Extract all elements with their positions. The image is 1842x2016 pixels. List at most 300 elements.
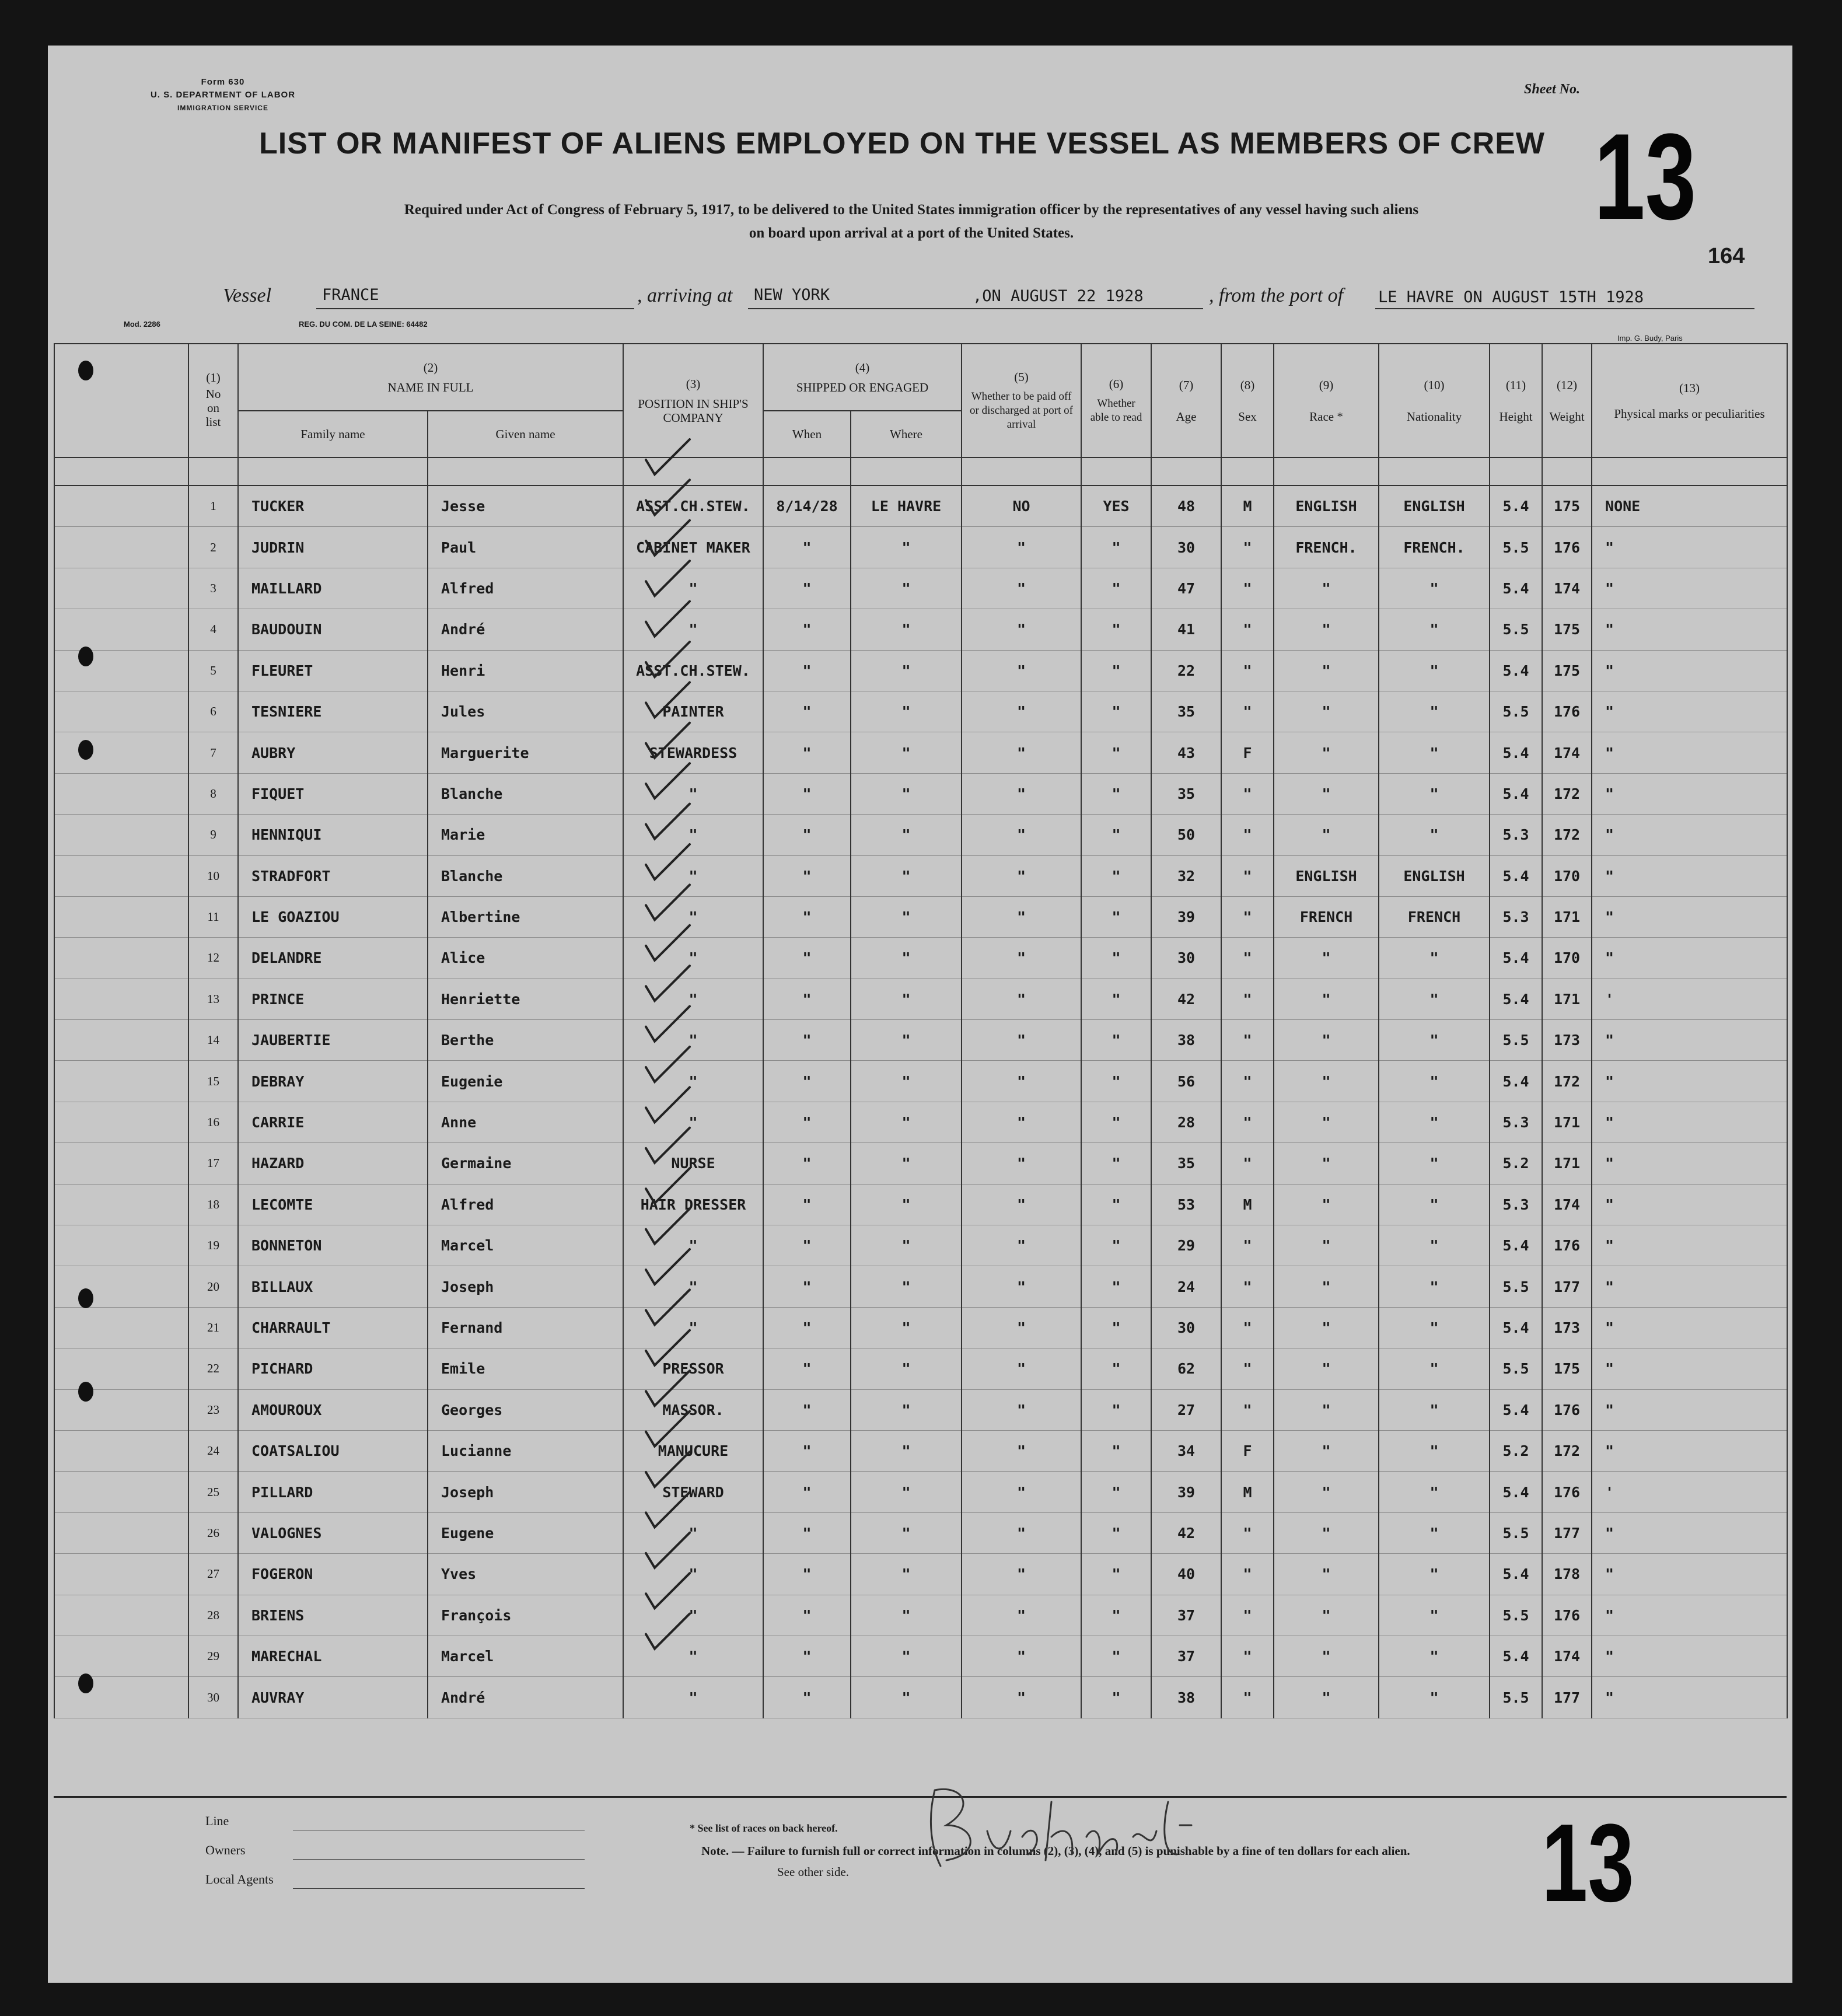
given-name: Emile	[428, 1348, 623, 1389]
table-row	[54, 609, 1787, 650]
sex: "	[1221, 1389, 1274, 1430]
able-to-read: "	[1081, 979, 1151, 1019]
row-number: 4	[188, 609, 238, 650]
sex: "	[1221, 1512, 1274, 1553]
given-name: Yves	[428, 1554, 623, 1595]
able-to-read: "	[1081, 1102, 1151, 1142]
race: "	[1274, 1348, 1379, 1389]
row-number: 28	[188, 1595, 238, 1636]
physical-marks: "	[1592, 773, 1787, 814]
position: MASSOR.	[623, 1389, 763, 1430]
check-mark	[646, 1614, 690, 1649]
given-name: Eugene	[428, 1512, 623, 1553]
shipped-where: "	[851, 1472, 962, 1512]
shipped-when: "	[763, 1061, 851, 1102]
margin-cell	[54, 691, 188, 732]
given-name: Henriette	[428, 979, 623, 1019]
table-row	[54, 732, 1787, 773]
position: "	[623, 1512, 763, 1553]
height: 5.5	[1490, 1595, 1542, 1636]
age: 30	[1151, 527, 1221, 568]
sex: "	[1221, 568, 1274, 609]
age: 47	[1151, 568, 1221, 609]
check-mark	[646, 885, 690, 920]
mod-number: Mod. 2286	[124, 320, 160, 329]
age: 39	[1151, 1472, 1221, 1512]
race: "	[1274, 1595, 1379, 1636]
col-race-header: (9) Race *	[1274, 344, 1379, 457]
age: 50	[1151, 815, 1221, 855]
family-name: FLEURET	[238, 650, 428, 691]
weight: 176	[1542, 1225, 1592, 1266]
margin-cell	[54, 1143, 188, 1184]
age: 53	[1151, 1184, 1221, 1225]
col-marks-header: (13) Physical marks or peculiarities	[1592, 344, 1787, 457]
weight: 175	[1542, 1348, 1592, 1389]
family-name: COATSALIOU	[238, 1430, 428, 1471]
age: 38	[1151, 1020, 1221, 1061]
paid-off: "	[962, 1225, 1081, 1266]
nationality: "	[1379, 1225, 1490, 1266]
sheet-number: 13	[1594, 108, 1697, 245]
family-name: PICHARD	[238, 1348, 428, 1389]
nationality: "	[1379, 1554, 1490, 1595]
given-name: Albertine	[428, 896, 623, 937]
department-name: U. S. DEPARTMENT OF LABOR	[150, 90, 296, 100]
nationality: ENGLISH	[1379, 485, 1490, 527]
margin-cell	[54, 1472, 188, 1512]
weight: 171	[1542, 979, 1592, 1019]
row-number: 21	[188, 1307, 238, 1348]
age: 40	[1151, 1554, 1221, 1595]
able-to-read: "	[1081, 1143, 1151, 1184]
check-mark	[646, 1330, 690, 1365]
check-mark	[646, 439, 690, 474]
weight: 174	[1542, 732, 1592, 773]
form-header	[135, 76, 310, 114]
from-label: , from the port of	[1209, 285, 1344, 306]
able-to-read: "	[1081, 1307, 1151, 1348]
see-other-side: See other side.	[777, 1865, 850, 1879]
given-name: Alfred	[428, 1184, 623, 1225]
able-to-read: "	[1081, 527, 1151, 568]
given-name: Paul	[428, 527, 623, 568]
position: MANUCURE	[623, 1430, 763, 1471]
able-to-read: "	[1081, 1472, 1151, 1512]
nationality: "	[1379, 1636, 1490, 1676]
able-to-read: "	[1081, 650, 1151, 691]
col-shipped-header: (4) SHIPPED OR ENGAGED	[763, 344, 962, 411]
physical-marks: "	[1592, 1595, 1787, 1636]
able-to-read: "	[1081, 896, 1151, 937]
able-to-read: "	[1081, 1389, 1151, 1430]
spacer-cell	[54, 457, 188, 485]
family-name: BONNETON	[238, 1225, 428, 1266]
margin-cell	[54, 1348, 188, 1389]
height: 5.5	[1490, 1020, 1542, 1061]
sex: M	[1221, 485, 1274, 527]
nationality: "	[1379, 1389, 1490, 1430]
paid-off: "	[962, 1677, 1081, 1718]
check-mark	[646, 925, 690, 960]
race: "	[1274, 1225, 1379, 1266]
check-mark	[646, 602, 690, 637]
able-to-read: "	[1081, 1512, 1151, 1553]
row-number: 10	[188, 855, 238, 896]
shipped-when: "	[763, 855, 851, 896]
paid-off: "	[962, 1061, 1081, 1102]
check-mark	[646, 1533, 690, 1568]
age: 35	[1151, 691, 1221, 732]
shipped-when: "	[763, 1184, 851, 1225]
shipped-when: "	[763, 1677, 851, 1718]
check-mark	[646, 1411, 690, 1447]
margin-cell	[54, 896, 188, 937]
margin-cell	[54, 732, 188, 773]
shipped-where: "	[851, 1389, 962, 1430]
shipped-when: "	[763, 527, 851, 568]
line-label: Line	[205, 1814, 229, 1828]
paid-off: "	[962, 938, 1081, 979]
able-to-read: "	[1081, 815, 1151, 855]
weight: 170	[1542, 855, 1592, 896]
registration: REG. DU COM. DE LA SEINE: 64482	[299, 320, 428, 329]
given-name: Eugenie	[428, 1061, 623, 1102]
race: "	[1274, 1677, 1379, 1718]
race: "	[1274, 1184, 1379, 1225]
given-name: Jesse	[428, 485, 623, 527]
nationality: FRENCH	[1379, 896, 1490, 937]
age: 32	[1151, 855, 1221, 896]
family-name: JAUBERTIE	[238, 1020, 428, 1061]
physical-marks: "	[1592, 1677, 1787, 1718]
race: "	[1274, 1020, 1379, 1061]
sex: "	[1221, 691, 1274, 732]
sex: "	[1221, 1595, 1274, 1636]
family-name: AUBRY	[238, 732, 428, 773]
sex: "	[1221, 1554, 1274, 1595]
physical-marks: "	[1592, 527, 1787, 568]
table-row	[54, 527, 1787, 568]
shipped-where: "	[851, 1430, 962, 1471]
weight: 176	[1542, 1389, 1592, 1430]
height: 5.3	[1490, 1184, 1542, 1225]
shipped-where: "	[851, 527, 962, 568]
arriving-underline	[748, 308, 970, 309]
race: "	[1274, 1266, 1379, 1307]
paid-off: "	[962, 773, 1081, 814]
able-to-read: "	[1081, 1061, 1151, 1102]
row-number: 7	[188, 732, 238, 773]
row-number: 18	[188, 1184, 238, 1225]
shipped-when: "	[763, 773, 851, 814]
margin-cell	[54, 1595, 188, 1636]
margin-cell	[54, 938, 188, 979]
race: "	[1274, 979, 1379, 1019]
family-name: FIQUET	[238, 773, 428, 814]
physical-marks: "	[1592, 855, 1787, 896]
age: 30	[1151, 1307, 1221, 1348]
able-to-read: YES	[1081, 485, 1151, 527]
able-to-read: "	[1081, 1020, 1151, 1061]
table-row	[54, 938, 1787, 979]
paid-off: "	[962, 1020, 1081, 1061]
row-number: 6	[188, 691, 238, 732]
physical-marks: "	[1592, 1184, 1787, 1225]
shipped-where: "	[851, 1102, 962, 1142]
row-number: 25	[188, 1472, 238, 1512]
race: "	[1274, 1389, 1379, 1430]
given-name: Henri	[428, 650, 623, 691]
physical-marks: "	[1592, 650, 1787, 691]
age: 37	[1151, 1595, 1221, 1636]
position: PAINTER	[623, 691, 763, 732]
margin-cell	[54, 1061, 188, 1102]
sex: "	[1221, 979, 1274, 1019]
given-name: Marcel	[428, 1225, 623, 1266]
printer-mark: Imp. G. Budy, Paris	[1617, 334, 1683, 343]
physical-marks: "	[1592, 691, 1787, 732]
race: ENGLISH	[1274, 855, 1379, 896]
sex: "	[1221, 650, 1274, 691]
shipped-when: "	[763, 1595, 851, 1636]
row-number: 5	[188, 650, 238, 691]
able-to-read: "	[1081, 938, 1151, 979]
check-mark	[646, 1492, 690, 1527]
check-marks	[573, 419, 818, 1703]
arrival-date: ,ON AUGUST 22 1928	[973, 287, 1144, 305]
paid-off: "	[962, 1102, 1081, 1142]
race: "	[1274, 773, 1379, 814]
margin-cell	[54, 855, 188, 896]
family-name: TUCKER	[238, 485, 428, 527]
height: 5.5	[1490, 691, 1542, 732]
position: PRESSOR	[623, 1348, 763, 1389]
height: 5.5	[1490, 1512, 1542, 1553]
weight: 176	[1542, 1472, 1592, 1512]
sex: "	[1221, 527, 1274, 568]
paid-off: "	[962, 1554, 1081, 1595]
paid-off: "	[962, 568, 1081, 609]
paid-off: "	[962, 609, 1081, 650]
position: "	[623, 1636, 763, 1676]
position: "	[623, 815, 763, 855]
weight: 171	[1542, 896, 1592, 937]
family-name: JUDRIN	[238, 527, 428, 568]
margin-cell	[54, 1430, 188, 1471]
margin-column	[54, 344, 188, 457]
binding-hole	[78, 1382, 93, 1402]
weight: 177	[1542, 1266, 1592, 1307]
table-row	[54, 1225, 1787, 1266]
able-to-read: "	[1081, 855, 1151, 896]
height: 5.5	[1490, 1266, 1542, 1307]
owners-label: Owners	[205, 1843, 246, 1857]
shipped-where: "	[851, 1636, 962, 1676]
nationality: FRENCH.	[1379, 527, 1490, 568]
sex: "	[1221, 1061, 1274, 1102]
check-mark	[646, 763, 690, 798]
family-name: PRINCE	[238, 979, 428, 1019]
sex: "	[1221, 1266, 1274, 1307]
shipped-where: "	[851, 1143, 962, 1184]
table-row	[54, 1554, 1787, 1595]
crew-manifest-table	[54, 343, 1788, 1718]
height: 5.4	[1490, 732, 1542, 773]
family-name: LECOMTE	[238, 1184, 428, 1225]
row-number: 24	[188, 1430, 238, 1471]
physical-marks: "	[1592, 1102, 1787, 1142]
height: 5.4	[1490, 485, 1542, 527]
margin-cell	[54, 1677, 188, 1718]
check-mark	[646, 1128, 690, 1163]
check-mark	[646, 1452, 690, 1487]
arriving-label: , arriving at	[637, 285, 733, 306]
shipped-when: "	[763, 1636, 851, 1676]
binding-hole	[78, 361, 93, 380]
binding-hole	[78, 740, 93, 760]
shipped-where: "	[851, 896, 962, 937]
given-name: Jules	[428, 691, 623, 732]
col-name-header: (2) NAME IN FULL	[238, 344, 623, 411]
margin-cell	[54, 815, 188, 855]
given-name: Marguerite	[428, 732, 623, 773]
margin-cell	[54, 1389, 188, 1430]
physical-marks: "	[1592, 1143, 1787, 1184]
height: 5.3	[1490, 1102, 1542, 1142]
physical-marks: "	[1592, 1636, 1787, 1676]
able-to-read: "	[1081, 691, 1151, 732]
position: "	[623, 1307, 763, 1348]
family-name: HAZARD	[238, 1143, 428, 1184]
check-mark	[646, 642, 690, 677]
table-row	[54, 1102, 1787, 1142]
row-number: 1	[188, 485, 238, 527]
given-name: Alfred	[428, 568, 623, 609]
check-mark	[646, 1573, 690, 1608]
table-row	[54, 1512, 1787, 1553]
nationality: "	[1379, 1677, 1490, 1718]
row-number: 9	[188, 815, 238, 855]
shipped-where: "	[851, 1225, 962, 1266]
weight: 176	[1542, 527, 1592, 568]
col-read-header: (6) Whether able to read	[1081, 344, 1151, 457]
row-number: 26	[188, 1512, 238, 1553]
race: "	[1274, 1430, 1379, 1471]
sex: "	[1221, 1020, 1274, 1061]
shipped-where: "	[851, 1266, 962, 1307]
sheet-label: Sheet No.	[1524, 82, 1580, 97]
nationality: "	[1379, 568, 1490, 609]
nationality: "	[1379, 815, 1490, 855]
given-name: Anne	[428, 1102, 623, 1142]
position: ASST.CH.STEW.	[623, 650, 763, 691]
shipped-when: "	[763, 1020, 851, 1061]
race: "	[1274, 938, 1379, 979]
row-number: 20	[188, 1266, 238, 1307]
paid-off: "	[962, 1636, 1081, 1676]
owners-rule	[293, 1859, 585, 1860]
check-mark	[646, 561, 690, 596]
race: "	[1274, 1102, 1379, 1142]
table-row	[54, 1307, 1787, 1348]
race: "	[1274, 1472, 1379, 1512]
paid-off: "	[962, 1266, 1081, 1307]
sex: "	[1221, 773, 1274, 814]
sex: "	[1221, 855, 1274, 896]
family-name: CHARRAULT	[238, 1307, 428, 1348]
family-name: LE GOAZIOU	[238, 896, 428, 937]
race: "	[1274, 1307, 1379, 1348]
margin-cell	[54, 1512, 188, 1553]
physical-marks: "	[1592, 1020, 1787, 1061]
able-to-read: "	[1081, 1554, 1151, 1595]
shipped-when: "	[763, 979, 851, 1019]
shipped-where: "	[851, 1020, 962, 1061]
height: 5.4	[1490, 1472, 1542, 1512]
position: "	[623, 855, 763, 896]
race: "	[1274, 1512, 1379, 1553]
nationality: "	[1379, 1307, 1490, 1348]
shipped-when: "	[763, 1143, 851, 1184]
height: 5.4	[1490, 650, 1542, 691]
height: 5.4	[1490, 979, 1542, 1019]
weight: 175	[1542, 609, 1592, 650]
able-to-read: "	[1081, 1430, 1151, 1471]
family-name: VALOGNES	[238, 1512, 428, 1553]
race: "	[1274, 691, 1379, 732]
check-mark	[646, 1087, 690, 1122]
row-number: 11	[188, 896, 238, 937]
table-row	[54, 1389, 1787, 1430]
given-name: André	[428, 1677, 623, 1718]
given-name: Joseph	[428, 1472, 623, 1512]
position: "	[623, 1677, 763, 1718]
given-name: Marcel	[428, 1636, 623, 1676]
physical-marks: "	[1592, 1430, 1787, 1471]
check-mark	[646, 1007, 690, 1042]
check-mark	[646, 966, 690, 1001]
shipped-where: "	[851, 1595, 962, 1636]
table-row	[54, 568, 1787, 609]
binding-hole	[78, 1288, 93, 1308]
sex: "	[1221, 1102, 1274, 1142]
family-name: MARECHAL	[238, 1636, 428, 1676]
table-row	[54, 1677, 1787, 1718]
race: "	[1274, 1143, 1379, 1184]
row-number: 23	[188, 1389, 238, 1430]
margin-cell	[54, 527, 188, 568]
agents-rule	[293, 1888, 585, 1889]
paid-off: "	[962, 1184, 1081, 1225]
height: 5.4	[1490, 1389, 1542, 1430]
age: 56	[1151, 1061, 1221, 1102]
weight: 177	[1542, 1677, 1592, 1718]
family-name: PILLARD	[238, 1472, 428, 1512]
margin-cell	[54, 773, 188, 814]
margin-cell	[54, 1307, 188, 1348]
family-name: AMOUROUX	[238, 1389, 428, 1430]
paid-off: "	[962, 815, 1081, 855]
given-name: Berthe	[428, 1020, 623, 1061]
physical-marks: '	[1592, 979, 1787, 1019]
age: 35	[1151, 1143, 1221, 1184]
position: CABINET MAKER	[623, 527, 763, 568]
shipped-when: "	[763, 609, 851, 650]
paid-off: "	[962, 1430, 1081, 1471]
able-to-read: "	[1081, 568, 1151, 609]
weight: 172	[1542, 815, 1592, 855]
